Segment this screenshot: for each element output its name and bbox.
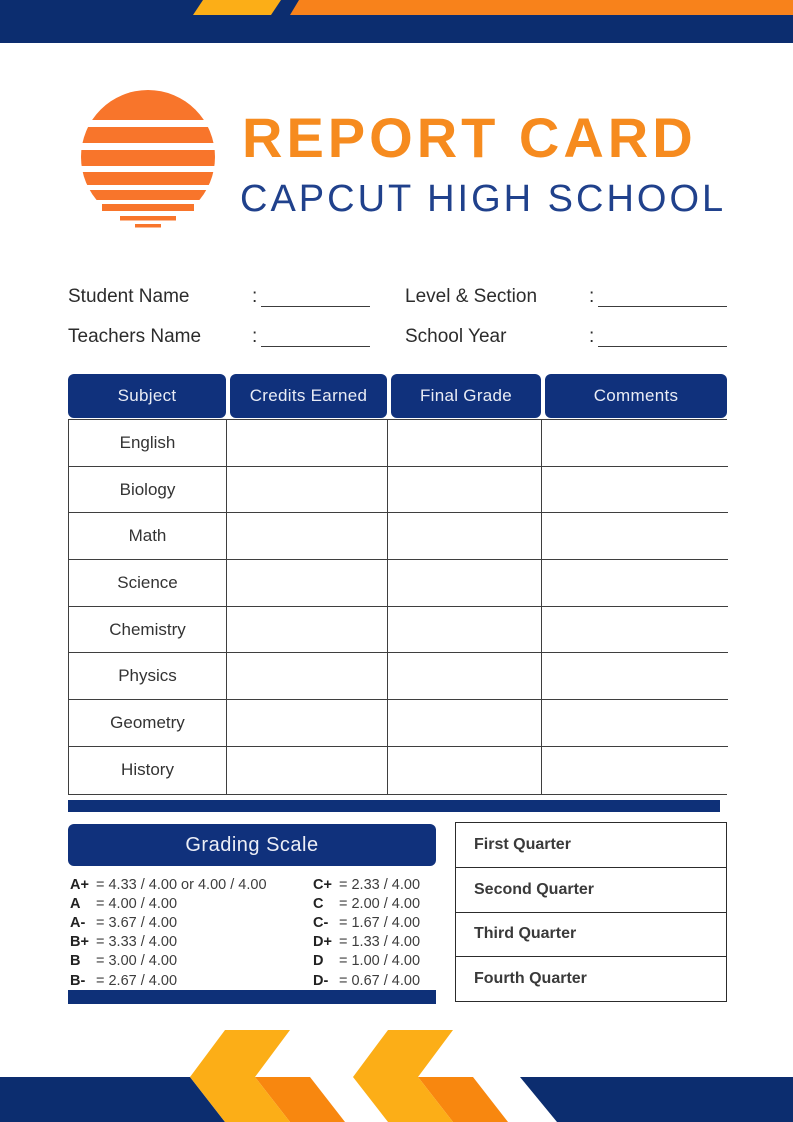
final-grade-cell[interactable] [388,700,542,747]
grade-value: = 1.67 / 4.00 [339,914,421,931]
grading-item [70,952,313,971]
credits-cell[interactable] [227,467,388,514]
grade-letter: B- [70,972,86,989]
grading-item [313,894,438,913]
grade-value: = 0.67 / 4.00 [339,972,421,989]
subject-cell: History [69,747,227,794]
footer-navy-left-band [0,1077,225,1122]
form-row-2 [68,317,727,357]
column-header-subject: Subject [68,374,226,418]
column-header-final-grade: Final Grade [391,374,541,418]
subject-cell: Physics [69,653,227,700]
grading-item [313,952,438,971]
grading-item [313,875,438,894]
colon: : [252,286,258,307]
quarter-row-third[interactable]: Third Quarter [456,913,726,958]
colon: : [589,326,595,347]
student-name-field [68,286,370,308]
subject-cell: Chemistry [69,607,227,654]
grading-item [313,913,438,932]
teachers-name-label: Teachers Name [68,326,202,347]
student-name-label: Student Name [68,286,190,307]
grade-value: = 3.00 / 4.00 [96,953,178,970]
level-section-input[interactable] [598,287,727,307]
credits-cell[interactable] [227,607,388,654]
striped-sun-logo-icon [78,90,218,230]
grade-value: = 2.67 / 4.00 [96,972,178,989]
grading-scale-right-column [313,875,438,990]
level-section-field [405,286,727,308]
final-grade-cell[interactable] [388,467,542,514]
banner-orange-strip [290,0,793,15]
grading-scale-header: Grading Scale [68,824,436,866]
grade-letter: B+ [70,934,89,951]
grades-table-header [68,374,727,418]
grade-letter: C+ [313,876,332,893]
grade-letter: A+ [70,876,89,893]
subject-cell: Math [69,513,227,560]
comments-cell[interactable] [542,747,728,794]
grading-item [70,971,313,990]
grade-value: = 1.33 / 4.00 [339,934,421,951]
colon: : [252,326,258,347]
credits-cell[interactable] [227,560,388,607]
grade-value: = 4.33 / 4.00 or 4.00 / 4.00 [96,876,267,893]
banner-yellow-parallelogram [193,0,281,15]
grade-value: = 2.00 / 4.00 [339,895,421,912]
subject-cell: Science [69,560,227,607]
final-grade-cell[interactable] [388,747,542,794]
grade-letter: C [313,895,324,912]
grading-item [313,933,438,952]
page-title: REPORT CARD [242,106,697,169]
quarters-list [455,822,727,1002]
grading-item [70,875,313,894]
chevron-left-icon [353,1030,453,1122]
column-header-comments: Comments [545,374,727,418]
colon: : [589,286,595,307]
grades-table-body [68,419,727,795]
grade-value: = 2.33 / 4.00 [339,876,421,893]
level-section-label: Level & Section [405,286,538,307]
grade-letter: D [313,953,324,970]
credits-cell[interactable] [227,513,388,560]
credits-cell[interactable] [227,653,388,700]
school-year-field [405,326,727,348]
final-grade-cell[interactable] [388,560,542,607]
grade-value: = 3.67 / 4.00 [96,914,178,931]
grading-item [70,933,313,952]
section-divider-bar [68,800,720,812]
grade-letter: A- [70,914,86,931]
quarter-row-fourth[interactable]: Fourth Quarter [474,970,587,988]
form-row-1 [68,277,727,317]
credits-cell[interactable] [227,747,388,794]
credits-cell[interactable] [227,700,388,747]
school-year-input[interactable] [598,327,727,347]
grade-letter: D- [313,972,329,989]
student-name-input[interactable] [261,287,370,307]
grade-value: = 1.00 / 4.00 [339,953,421,970]
grading-scale-bottom-bar [68,990,436,1004]
top-banner [0,0,793,43]
grade-letter: C- [313,914,329,931]
school-year-label: School Year [405,326,507,347]
credits-cell[interactable] [227,420,388,467]
comments-cell[interactable] [542,513,728,560]
grading-scale-left-column [70,875,313,990]
final-grade-cell[interactable] [388,607,542,654]
comments-cell[interactable] [542,653,728,700]
subject-cell: Biology [69,467,227,514]
subject-cell: Geometry [69,700,227,747]
grade-value: = 3.33 / 4.00 [96,934,178,951]
grades-table [68,374,727,795]
comments-cell[interactable] [542,560,728,607]
grading-item [313,971,438,990]
grading-item [70,913,313,932]
final-grade-cell[interactable] [388,653,542,700]
grading-scale-list [70,875,438,990]
grade-letter: A [70,895,81,912]
quarter-row-second[interactable]: Second Quarter [456,868,726,913]
grade-letter: B [70,953,81,970]
teachers-name-input[interactable] [261,327,370,347]
grade-letter: D+ [313,934,332,951]
subject-cell: English [69,420,227,467]
final-grade-cell[interactable] [388,420,542,467]
comments-cell[interactable] [542,420,728,467]
footer-navy-right-band [520,1077,793,1122]
student-info-form [68,277,727,357]
comments-cell[interactable] [542,607,728,654]
teachers-name-field [68,326,370,348]
comments-cell[interactable] [542,467,728,514]
grade-value: = 4.00 / 4.00 [96,895,178,912]
column-header-credits-earned: Credits Earned [230,374,387,418]
comments-cell[interactable] [542,700,728,747]
footer-decoration [0,1030,793,1122]
quarter-row-first[interactable]: First Quarter [456,823,726,868]
school-name: CAPCUT HIGH SCHOOL [240,178,727,220]
grading-item [70,894,313,913]
final-grade-cell[interactable] [388,513,542,560]
